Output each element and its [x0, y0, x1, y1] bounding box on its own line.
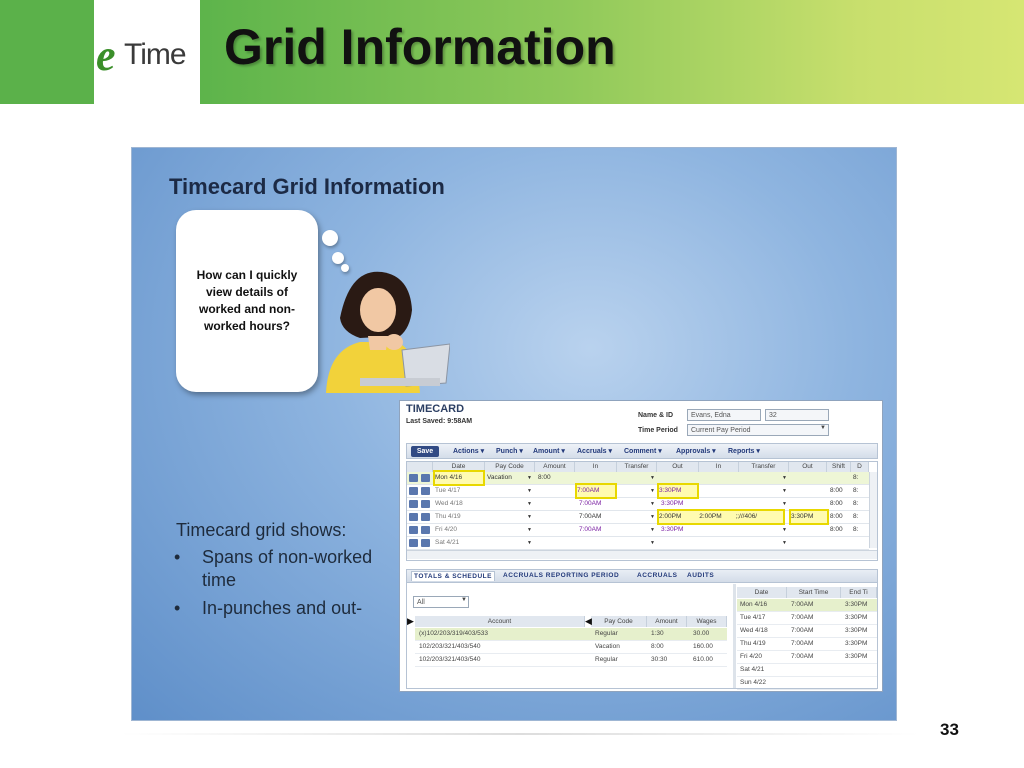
- amount-cell: 1:30: [651, 630, 664, 637]
- shift-cell: 8:00: [830, 513, 843, 520]
- out-punch-cell[interactable]: 3:30PM: [661, 500, 684, 507]
- comment-icon[interactable]: [421, 500, 430, 508]
- timecard-window: [399, 400, 883, 692]
- save-button[interactable]: Save: [411, 446, 439, 457]
- schedule-header: End Ti: [841, 587, 877, 598]
- date-cell[interactable]: Mon 4/16: [435, 472, 483, 484]
- chevron-down-icon[interactable]: ▼: [650, 501, 655, 507]
- delete-row-icon[interactable]: [409, 526, 418, 534]
- table-row[interactable]: [407, 537, 869, 550]
- amount-cell: 30:30: [651, 656, 668, 663]
- footer-line: [120, 733, 920, 735]
- transfer-span-cell[interactable]: [659, 511, 783, 523]
- amount-cell[interactable]: 8:00: [538, 474, 551, 481]
- expand-right-icon[interactable]: ▶: [407, 616, 414, 626]
- schedule-row: [737, 677, 877, 690]
- schedule-end: 3:30PM: [845, 614, 868, 621]
- chevron-down-icon[interactable]: ▼: [650, 488, 655, 494]
- schedule-start: 7:00AM: [791, 601, 814, 608]
- name-field[interactable]: Evans, Edna: [687, 409, 761, 421]
- grid-header: Amount: [535, 462, 575, 472]
- name-id-label: Name & ID: [638, 412, 674, 419]
- bullet-item-cont: time: [202, 570, 237, 590]
- in-punch-cell[interactable]: 7:00AM: [577, 485, 615, 497]
- schedule-header: Start Time: [787, 587, 841, 598]
- transfer-cell[interactable]: ;;///406/: [735, 513, 758, 520]
- bullet-item: • In-punches and out-: [174, 598, 363, 618]
- grid-header: In: [575, 462, 617, 472]
- in-punch-cell[interactable]: 2:00PM: [699, 513, 722, 520]
- account-cell: (x)102/203/319/403/533: [419, 630, 489, 637]
- schedule-end: 3:30PM: [845, 653, 868, 660]
- chevron-down-icon[interactable]: ▼: [782, 488, 787, 494]
- delete-row-icon[interactable]: [409, 513, 418, 521]
- totals-header: Amount: [647, 616, 687, 627]
- chevron-down-icon[interactable]: ▼: [782, 475, 787, 481]
- pay-code-cell: Regular: [595, 656, 618, 663]
- date-cell[interactable]: Thu 4/19: [435, 513, 461, 520]
- bubble-text: How can I quickly view details of worked and non-worked hours?: [196, 268, 298, 333]
- totals-tabs: [407, 570, 877, 583]
- screenshot-panel: [131, 147, 897, 721]
- schedule-start: 7:00AM: [791, 614, 814, 621]
- d-cell: 8:: [853, 526, 859, 533]
- chevron-down-icon[interactable]: ▼: [782, 540, 787, 546]
- actions-menu[interactable]: Actions ▾: [453, 448, 485, 455]
- date-cell[interactable]: Sat 4/21: [435, 539, 460, 546]
- grid-header: D: [851, 462, 869, 472]
- in-punch-cell[interactable]: 7:00AM: [579, 513, 602, 520]
- date-cell[interactable]: Tue 4/17: [435, 487, 461, 494]
- timecard-grid: [406, 461, 878, 561]
- d-cell: 8:: [853, 474, 859, 481]
- timecard-toolbar: [406, 443, 878, 459]
- account-cell: 102/203/321/403/540: [419, 643, 481, 650]
- time-period-select[interactable]: Current Pay Period: [687, 424, 829, 436]
- bullet-text: Spans of non-worked: [202, 547, 373, 567]
- schedule-date: Wed 4/18: [740, 627, 768, 634]
- comment-icon[interactable]: [421, 513, 430, 521]
- chevron-down-icon[interactable]: ▼: [820, 425, 826, 431]
- schedule-row: [737, 612, 877, 625]
- schedule-row: [737, 625, 877, 638]
- date-cell[interactable]: Wed 4/18: [435, 500, 463, 507]
- schedule-header: Date: [737, 587, 787, 598]
- table-row[interactable]: [415, 641, 727, 654]
- amount-cell: 8:00: [651, 643, 664, 650]
- schedule-start: 7:00AM: [791, 640, 814, 647]
- approvals-menu[interactable]: Approvals ▾: [676, 448, 716, 455]
- delete-row-icon[interactable]: [409, 487, 418, 495]
- table-row[interactable]: [415, 654, 727, 667]
- comment-icon[interactable]: [421, 487, 430, 495]
- out-punch-cell[interactable]: 2:00PM: [659, 513, 682, 520]
- tab-audits[interactable]: AUDITS: [687, 572, 715, 579]
- schedule-date: Fri 4/20: [740, 653, 763, 660]
- time-period-label: Time Period: [638, 427, 678, 434]
- schedule-end: 3:30PM: [845, 640, 868, 647]
- vertical-scrollbar[interactable]: [869, 472, 877, 548]
- schedule-row: [737, 664, 877, 677]
- out-punch-cell[interactable]: 3:30PM: [791, 511, 827, 523]
- splitter[interactable]: [733, 584, 736, 688]
- bullet-item: • Spans of non-worked: [174, 547, 373, 567]
- chevron-down-icon[interactable]: ▼: [650, 540, 655, 546]
- amount-menu[interactable]: Amount ▾: [533, 448, 565, 455]
- table-row[interactable]: [407, 485, 869, 498]
- bubble-dot: [322, 230, 338, 246]
- punch-menu[interactable]: Punch ▾: [496, 448, 523, 455]
- thought-bubble: [176, 210, 318, 392]
- table-row[interactable]: [407, 472, 869, 485]
- grid-header: Transfer: [617, 462, 657, 472]
- schedule-start: 7:00AM: [791, 627, 814, 634]
- account-cell: 102/203/321/403/540: [419, 656, 481, 663]
- chevron-down-icon[interactable]: ▼: [527, 540, 532, 546]
- schedule-date: Sat 4/21: [740, 666, 765, 673]
- wages-cell: 610.00: [693, 656, 713, 663]
- out-punch-cell[interactable]: 3:30PM: [661, 526, 684, 533]
- totals-header: Account: [415, 616, 585, 627]
- grid-header: Pay Code: [485, 462, 535, 472]
- chevron-down-icon[interactable]: ▼: [527, 488, 532, 494]
- schedule-end: 3:30PM: [845, 601, 868, 608]
- tab-totals-schedule[interactable]: TOTALS & SCHEDULE: [411, 571, 495, 581]
- schedule-start: 7:00AM: [791, 653, 814, 660]
- comment-icon[interactable]: [421, 539, 430, 547]
- slide-title: Grid Information: [224, 19, 616, 75]
- schedule-row: [737, 599, 877, 612]
- chevron-down-icon[interactable]: ▼: [782, 527, 787, 533]
- pay-code-cell: Regular: [595, 630, 618, 637]
- comment-icon[interactable]: [421, 526, 430, 534]
- delete-row-icon[interactable]: [409, 474, 418, 482]
- comment-menu[interactable]: Comment ▾: [624, 448, 662, 455]
- tab-accruals[interactable]: ACCRUALS: [637, 572, 678, 579]
- wages-cell: 160.00: [693, 643, 713, 650]
- grid-header: Transfer: [739, 462, 789, 472]
- d-cell: 8:: [853, 500, 859, 507]
- table-row[interactable]: [407, 524, 869, 537]
- page-number: 33: [940, 720, 959, 739]
- chevron-down-icon[interactable]: ▼: [782, 501, 787, 507]
- grid-header: Shift: [827, 462, 851, 472]
- delete-row-icon[interactable]: [409, 539, 418, 547]
- schedule-date: Mon 4/16: [740, 601, 768, 608]
- chevron-down-icon[interactable]: ▼: [650, 514, 655, 520]
- logo-e-letter: e: [96, 31, 116, 80]
- chevron-down-icon[interactable]: ▼: [527, 527, 532, 533]
- totals-header: Pay Code: [591, 616, 647, 627]
- in-punch-cell[interactable]: 7:00AM: [579, 500, 602, 507]
- table-row[interactable]: [415, 628, 727, 641]
- schedule-row: [737, 638, 877, 651]
- grid-header: Out: [657, 462, 699, 472]
- schedule-end: 3:30PM: [845, 627, 868, 634]
- table-row[interactable]: [407, 498, 869, 511]
- pay-code-cell[interactable]: Vacation: [487, 474, 512, 481]
- chevron-down-icon[interactable]: ▼: [650, 527, 655, 533]
- schedule-date: Thu 4/19: [740, 640, 766, 647]
- in-punch-cell[interactable]: 7:00AM: [579, 526, 602, 533]
- wages-cell: 30.00: [693, 630, 710, 637]
- bullet-text: In-punches and out-: [202, 598, 363, 618]
- header-green-block: [0, 0, 94, 104]
- last-saved-text: Last Saved: 9:58AM: [406, 418, 473, 425]
- collapse-left-icon[interactable]: ◀: [585, 616, 592, 626]
- tab-accruals-reporting-period[interactable]: ACCRUALS REPORTING PERIOD: [503, 572, 620, 579]
- grid-header-icons: [407, 462, 433, 472]
- out-punch-cell[interactable]: 3:30PM: [659, 485, 697, 497]
- table-row[interactable]: [407, 511, 869, 524]
- schedule-date: Tue 4/17: [740, 614, 766, 621]
- reports-menu[interactable]: Reports ▾: [728, 448, 760, 455]
- chevron-down-icon[interactable]: ▼: [527, 475, 532, 481]
- schedule-date: Sun 4/22: [740, 679, 767, 686]
- date-cell[interactable]: Fri 4/20: [435, 526, 458, 533]
- chevron-down-icon[interactable]: ▼: [650, 475, 655, 481]
- grid-header: In: [699, 462, 739, 472]
- shift-cell: 8:00: [830, 526, 843, 533]
- delete-row-icon[interactable]: [409, 500, 418, 508]
- logo-time-text: Time: [124, 38, 186, 71]
- totals-header: Wages: [687, 616, 727, 627]
- d-cell: 8:: [853, 513, 859, 520]
- d-cell: 8:: [853, 487, 859, 494]
- chevron-down-icon[interactable]: ▼: [461, 597, 467, 603]
- shift-cell: 8:00: [830, 487, 843, 494]
- panel-title: Timecard Grid Information: [169, 174, 445, 199]
- totals-panel: [406, 569, 878, 689]
- timecard-title: TIMECARD: [406, 403, 465, 415]
- grid-header: Out: [789, 462, 827, 472]
- accruals-menu[interactable]: Accruals ▾: [577, 448, 613, 455]
- grid-header: Date: [433, 462, 485, 472]
- horizontal-scrollbar[interactable]: [407, 550, 877, 559]
- chevron-down-icon[interactable]: ▼: [527, 514, 532, 520]
- shift-cell: 8:00: [830, 500, 843, 507]
- schedule-row: [737, 651, 877, 664]
- comment-icon[interactable]: [421, 474, 430, 482]
- filter-select[interactable]: All: [413, 596, 469, 608]
- pay-code-cell: Vacation: [595, 643, 620, 650]
- chevron-down-icon[interactable]: ▼: [527, 501, 532, 507]
- panel-heading: Timecard grid shows:: [176, 520, 347, 540]
- id-field[interactable]: 32: [765, 409, 829, 421]
- thinking-woman-illustration: [320, 258, 450, 393]
